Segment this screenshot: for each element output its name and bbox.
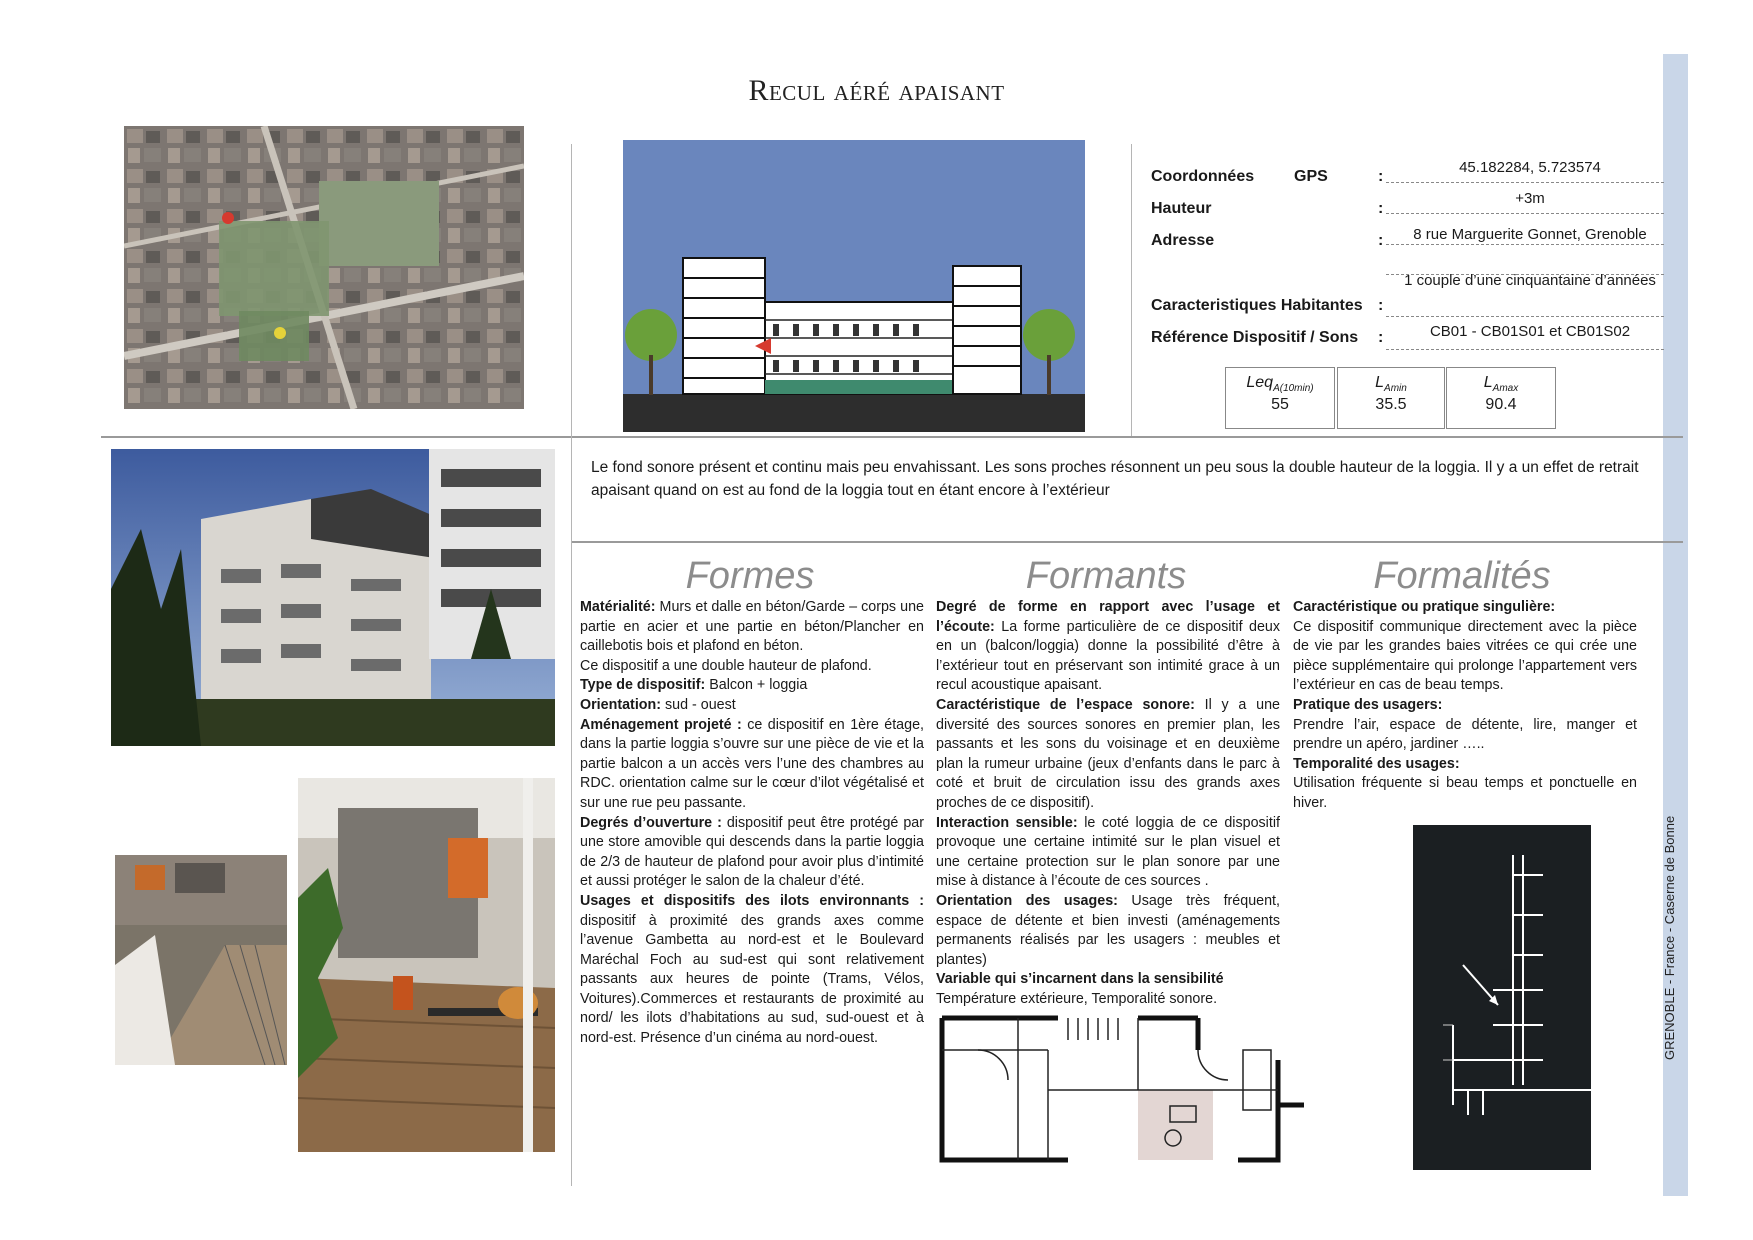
- floor-plan-drawing: [938, 1010, 1308, 1168]
- dash-line: [1386, 316, 1664, 317]
- measure-value: 90.4: [1485, 396, 1517, 414]
- balcony-photo-left: [115, 855, 287, 1065]
- divider-vertical-left: [571, 144, 572, 1186]
- reference-colon: :: [1378, 329, 1384, 346]
- measure-label: $L_{Amin}$: [1375, 374, 1407, 395]
- gps-label: Coordonnées: [1151, 168, 1255, 185]
- aerial-map-image: [124, 126, 524, 409]
- formes-column: Matérialité: Murs et dalle en béton/Garde – corps une partie en acier et une partie en béton/Plancher en caillebotis bois et plafond en béton. Ce dispositif a une double hauteur de plafond. Type de dispositif: Balcon + loggia Orientation: sud - ouest Aménagement projeté : ce dispositif en 1ère étage, dans la partie loggia s’ouvre sur une pièce de vie et la partie balcon a un accès vers l’une des chambres au RDC. orientation calme sur le cœur d’ilot végétalisé et sur une rue peu passante. Degrés d’ouverture : dispositif peut être protégé par une store amovible qui descends dans la partie loggia de 2/3 de hauteur de plafond pour avoir plus d’intimité et aussi protéger le salon de la chaleur d’été. Usages et dispositifs des ilots environnants : dispositif à proximité des grands axes comme l’avenue Gambetta au nord-est et le Boulevard Maréchal Foch au sud-est qui sont relativement passants aux heures de pointe (Trams, Vélos, Voitures).Commerces et restaurants de proximité au nord/ les ilots d’habitations au sud, sud-ouest et à nord-est. Présence d’un cinéma au nord-ouest.: [580, 599, 925, 1047]
- measure-box-lamin: [1337, 367, 1445, 429]
- measure-box-leq: [1225, 367, 1335, 429]
- height-value: +3m: [1515, 190, 1545, 207]
- divider-top: [101, 436, 1683, 438]
- height-colon: :: [1378, 200, 1384, 217]
- dash-line: [1386, 244, 1664, 245]
- heading-formants: Formants: [1025, 555, 1187, 597]
- heading-formes: Formes: [685, 555, 815, 597]
- page-title: Recul aéré apaisant: [748, 74, 1005, 107]
- formalites-column: Caractéristique ou pratique singulière: Ce dispositif communique directement avec la pièce de vie par les grandes baies vitrées ce qui crée une pièce supplémentaire qui prolonge l’appartement vers l’extérieur en cas de beau temps. Pratique des usagers: Prendre l’air, espace de détente, lire, manger et prendre un apéro, jardiner ….. Temporalité des usages: Utilisation fréquente si beau temps et ponctuelle en hiver.: [1293, 599, 1637, 811]
- residents-value: 1 couple d’une cinquantaine d’années: [1404, 272, 1656, 289]
- residents-colon: :: [1378, 297, 1384, 314]
- divider-vertical-right: [1131, 144, 1132, 436]
- address-value: 8 rue Marguerite Gonnet, Grenoble: [1413, 226, 1647, 243]
- building-section-elevation: [623, 140, 1085, 432]
- building-facade-photo: [111, 449, 555, 746]
- residents-label: Caracteristiques Habitantes: [1151, 297, 1363, 314]
- description-text: Le fond sonore présent et continu mais peu envahissant. Les sons proches résonnent un peu sous la double hauteur de la loggia. Il y a un effet de retrait apaisant quand on est au fond de la loggia tout en étant encore à l’extérieur: [591, 459, 1639, 499]
- dash-line: [1386, 349, 1664, 350]
- side-band-label: GRENOBLE - France - Caserne de Bonne: [1662, 815, 1677, 1060]
- gps-colon: :: [1378, 168, 1384, 185]
- gps-value: 45.182284, 5.723574: [1459, 159, 1601, 176]
- measure-label: Leq$_{A(10min)}$: [1246, 374, 1314, 395]
- address-label: Adresse: [1151, 232, 1215, 249]
- section-detail-drawing: [1413, 825, 1591, 1170]
- measure-value: 55: [1271, 396, 1289, 414]
- gps-label-suffix: GPS: [1294, 168, 1328, 185]
- divider-middle: [571, 541, 1683, 543]
- height-label: Hauteur: [1151, 200, 1212, 217]
- heading-formalites: Formalités: [1373, 555, 1551, 597]
- address-colon: :: [1378, 232, 1384, 249]
- loggia-photo: [298, 778, 555, 1152]
- reference-value: CB01 - CB01S01 et CB01S02: [1429, 323, 1631, 340]
- formants-column: Degré de forme en rapport avec l’usage et l’écoute: La forme particulière de ce dispositif deux en un (balcon/loggia) donne la possibilité d’être à l’extérieur tout en préservant son intimité grace à un recul acoustique apaisant. Caractéristique de l’espace sonore: Il y a une diversité des sources sonores en premier plan, les passants et les sons du voisinage et en deuxième plan la rumeur urbaine (jeux d’enfants dans le parc à coté et bruit de circulation issu des grands axes proches de ce dispositif). Interaction sensible: le coté loggia de ce dispositif provoque une certaine intimité sur le plan visuel et une certaine protection sur le plan sonore par une mise à distance à l’écoute de ces sources . Orientation des usages: Usage très fréquent, espace de détente et bien investi (aménagements permanents réalisés par les usagers : meubles et plantes) Variable qui s’incarnent dans la sensibilité Température extérieure, Temporalité sonore.: [936, 599, 1280, 1007]
- reference-label: Référence Dispositif / Sons: [1151, 329, 1359, 346]
- measure-label: $L_{Amax}$: [1483, 374, 1519, 395]
- dash-line: [1386, 213, 1664, 214]
- measure-box-lamax: [1446, 367, 1556, 429]
- measure-value: 35.5: [1375, 396, 1407, 414]
- dash-line: [1386, 182, 1664, 183]
